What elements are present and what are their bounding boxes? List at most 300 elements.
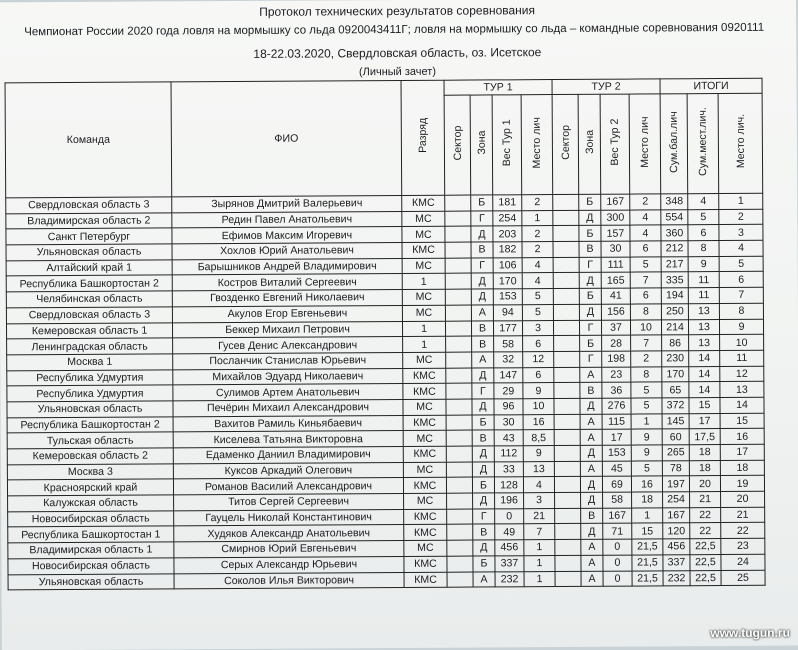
- cell-name: Худяков Александр Анатольевич: [174, 525, 404, 542]
- cell-zone1: Г: [471, 258, 493, 274]
- cell-weight2: 41: [601, 288, 630, 304]
- cell-place1: 4: [523, 477, 554, 493]
- cell-weight1: 203: [493, 226, 522, 242]
- cell-sum-points: 167: [663, 507, 690, 523]
- cell-sum-points: 60: [662, 429, 689, 445]
- cell-sector2: [553, 226, 579, 242]
- cell-sector2: [553, 194, 579, 210]
- cell-team: Свердловская область 3: [6, 307, 172, 324]
- cell-zone1: В: [471, 320, 493, 336]
- cell-sum-points: 337: [663, 555, 690, 571]
- cell-place2: 8: [631, 366, 662, 382]
- cell-place2: 2: [630, 194, 661, 210]
- doc-date-location: 18-22.03.2020, Свердловская область, оз. Исетское: [253, 45, 542, 61]
- cell-sector1: [446, 399, 472, 415]
- cell-rank: 1: [402, 321, 445, 337]
- cell-rank: МС: [403, 352, 446, 368]
- cell-place1: 2: [522, 226, 553, 242]
- cell-place1: 12: [523, 351, 554, 367]
- cell-place2: 6: [630, 241, 661, 257]
- cell-weight2: 0: [603, 539, 632, 555]
- cell-team: Челябинская область: [6, 291, 172, 308]
- cell-weight1: 29: [494, 383, 523, 399]
- cell-name: Барышников Андрей Владимирович: [172, 258, 402, 275]
- watermark-text: www.tugun.ru: [710, 625, 790, 641]
- cell-sector1: [446, 336, 472, 352]
- cell-sector1: [446, 446, 472, 462]
- cell-sector1: [447, 524, 473, 540]
- cell-final-place: 24: [721, 554, 765, 570]
- cell-zone1: А: [473, 571, 495, 587]
- cell-place1: 6: [523, 367, 554, 383]
- cell-sector1: [446, 415, 472, 431]
- cell-weight2: 45: [602, 461, 631, 477]
- cell-name: Гусев Денис Александрович: [173, 337, 403, 354]
- cell-place2: 7: [630, 272, 661, 288]
- cell-sector1: [445, 258, 471, 274]
- cell-rank: МС: [403, 399, 446, 415]
- cell-sector1: [447, 556, 473, 572]
- cell-sum-points: 254: [663, 492, 690, 508]
- cell-sum-places: 17,5: [689, 429, 720, 445]
- cell-sum-points: 212: [661, 241, 688, 257]
- cell-name: Зырянов Дмитрий Валерьевич: [172, 195, 402, 212]
- cell-sum-places: 18: [689, 445, 720, 461]
- cell-weight1: 30: [494, 414, 523, 430]
- cell-place1: 1: [522, 210, 553, 226]
- cell-team: Ульяновская область: [7, 401, 173, 418]
- cell-weight2: 300: [601, 210, 630, 226]
- cell-weight2: 111: [601, 257, 630, 273]
- cell-sector1: [445, 211, 471, 227]
- cell-final-place: 15: [720, 413, 764, 429]
- cell-zone1: В: [472, 430, 494, 446]
- cell-weight2: 28: [602, 335, 631, 351]
- cell-place2: 16: [631, 476, 662, 492]
- cell-sector1: [445, 242, 471, 258]
- cell-sum-points: 86: [662, 335, 689, 351]
- cell-sum-places: 8: [688, 241, 719, 257]
- cell-zone1: А: [471, 305, 493, 321]
- cell-rank: МС: [402, 305, 445, 321]
- cell-rank: КМС: [404, 572, 447, 588]
- cell-team: Республика Башкортостан 1: [8, 526, 174, 543]
- cell-sector1: [446, 477, 472, 493]
- cell-place2: 1: [632, 508, 663, 524]
- cell-place1: 9: [523, 383, 554, 399]
- cell-sum-points: 456: [663, 539, 690, 555]
- cell-sector2: [555, 524, 581, 540]
- cell-final-place: 8: [719, 303, 763, 319]
- cell-zone2: А: [580, 461, 602, 477]
- cell-rank: МС: [402, 227, 445, 243]
- cell-zone1: Б: [472, 415, 494, 431]
- cell-zone1: В: [473, 524, 495, 540]
- cell-sector1: [445, 226, 471, 242]
- cell-name: Куксов Аркадий Олегович: [173, 462, 403, 479]
- cell-weight2: 165: [601, 273, 630, 289]
- doc-subtitle: (Личный зачет): [358, 65, 437, 79]
- cell-sector1: [447, 509, 473, 525]
- cell-name: Сулимов Артем Анатольевич: [173, 384, 403, 401]
- cell-zone1: Г: [471, 211, 493, 227]
- cell-zone2: В: [579, 241, 601, 257]
- cell-rank: МС: [403, 431, 446, 447]
- cell-place1: 1: [524, 571, 555, 587]
- cell-weight2: 276: [602, 398, 631, 414]
- cell-place1: 10: [523, 398, 554, 414]
- col-rank-header: Разряд: [401, 80, 445, 195]
- cell-team: Владимирская область 2: [6, 213, 172, 230]
- col-weight2-header: Вес Тур 2: [600, 94, 630, 194]
- cell-final-place: 16: [720, 429, 764, 445]
- cell-weight2: 167: [601, 194, 630, 210]
- cell-sum-places: 5: [688, 209, 719, 225]
- cell-weight1: 177: [493, 320, 522, 336]
- cell-final-place: 1: [719, 193, 763, 209]
- cell-sum-points: 265: [662, 445, 689, 461]
- cell-zone2: Г: [579, 257, 601, 273]
- cell-final-place: 19: [720, 476, 764, 492]
- cell-final-place: 11: [720, 350, 764, 366]
- cell-final-place: 7: [719, 287, 763, 303]
- cell-weight2: 0: [603, 571, 632, 587]
- cell-place1: 2: [522, 195, 553, 211]
- cell-team: Кемеровская область 1: [6, 322, 172, 339]
- cell-place2: 4: [630, 210, 661, 226]
- cell-weight1: 147: [494, 367, 523, 383]
- cell-sector2: [554, 351, 580, 367]
- cell-sum-places: 22: [690, 507, 721, 523]
- cell-place2: 1: [631, 414, 662, 430]
- cell-zone2: Г: [580, 351, 602, 367]
- cell-team: Кемеровская область 2: [7, 448, 173, 465]
- cell-zone1: Б: [472, 477, 494, 493]
- cell-zone2: В: [580, 383, 602, 399]
- cell-sum-points: 194: [661, 288, 688, 304]
- cell-sum-points: 250: [661, 304, 688, 320]
- cell-weight1: 58: [494, 336, 523, 352]
- cell-zone2: Д: [580, 398, 602, 414]
- cell-name: Едаменко Даниил Владимирович: [173, 446, 403, 463]
- cell-zone2: Д: [580, 477, 602, 493]
- cell-place1: 4: [522, 273, 553, 289]
- cell-place2: 5: [631, 382, 662, 398]
- cell-name: Акулов Егор Евгеньевич: [172, 305, 402, 322]
- cell-team: Республика Удмуртия: [7, 369, 173, 386]
- cell-sum-points: 197: [662, 476, 689, 492]
- totals-header: ИТОГИ: [660, 78, 762, 94]
- cell-weight1: 181: [493, 195, 522, 211]
- cell-sum-points: 348: [661, 194, 688, 210]
- cell-weight1: 33: [494, 461, 523, 477]
- cell-team: Ульяновская область: [8, 573, 174, 590]
- cell-sector2: [554, 414, 580, 430]
- cell-zone2: Б: [579, 194, 601, 210]
- cell-sector2: [553, 304, 579, 320]
- cell-team: Владимирская область 1: [8, 542, 174, 559]
- cell-place1: 1: [524, 555, 555, 571]
- cell-sector1: [446, 383, 472, 399]
- cell-zone2: В: [581, 508, 603, 524]
- cell-team: Москва 1: [7, 354, 173, 371]
- tour1-header: ТУР 1: [444, 80, 552, 96]
- cell-rank: КМС: [404, 525, 447, 541]
- cell-rank: МС: [402, 258, 445, 274]
- cell-sum-points: 230: [662, 351, 689, 367]
- cell-sum-places: 22,5: [690, 554, 721, 570]
- cell-name: Хохлов Юрий Анатольевич: [172, 243, 402, 260]
- cell-zone1: В: [472, 336, 494, 352]
- cell-place1: 1: [524, 540, 555, 556]
- col-sum-points-header: Сум.бал.лич: [660, 94, 688, 194]
- cell-sector2: [554, 383, 580, 399]
- cell-weight2: 23: [602, 367, 631, 383]
- cell-name: Печёрин Михаил Александрович: [173, 399, 403, 416]
- cell-sector2: [554, 445, 580, 461]
- cell-sum-places: 9: [688, 256, 719, 272]
- cell-sum-points: 372: [662, 398, 689, 414]
- cell-weight1: 32: [494, 352, 523, 368]
- cell-sum-places: 18: [689, 460, 720, 476]
- cell-place1: 6: [523, 336, 554, 352]
- cell-sector2: [553, 273, 579, 289]
- cell-final-place: 17: [720, 444, 764, 460]
- cell-zone1: Д: [473, 493, 495, 509]
- cell-weight2: 69: [602, 476, 631, 492]
- cell-final-place: 10: [720, 334, 764, 350]
- cell-sum-places: 14: [689, 350, 720, 366]
- col-name-header: ФИО: [171, 80, 402, 196]
- cell-rank: КМС: [403, 446, 446, 462]
- cell-name: Киселева Татьяна Викторовна: [173, 431, 403, 448]
- cell-sum-places: 20: [689, 476, 720, 492]
- results-body: [6, 193, 765, 590]
- cell-sum-points: 145: [662, 413, 689, 429]
- cell-zone1: Д: [472, 399, 494, 415]
- cell-team: Ленинградская область: [7, 338, 173, 355]
- cell-name: Беккер Михаил Петрович: [172, 321, 402, 338]
- cell-zone1: Г: [472, 383, 494, 399]
- cell-final-place: 22: [721, 523, 765, 539]
- doc-championship-line: Чемпионат России 2020 года ловля на мормышку со льда 0920043411Г; ловля на мормышку со льда – командные соревнования 0920111: [24, 21, 765, 39]
- cell-place1: 9: [523, 446, 554, 462]
- cell-sector2: [553, 320, 579, 336]
- cell-zone1: Д: [472, 446, 494, 462]
- cell-team: Новосибирская область: [8, 558, 174, 575]
- cell-weight2: 17: [602, 429, 631, 445]
- cell-place1: 7: [524, 524, 555, 540]
- cell-zone2: А: [580, 367, 602, 383]
- cell-sum-points: 232: [663, 570, 690, 586]
- cell-rank: КМС: [403, 415, 446, 431]
- cell-weight2: 71: [603, 524, 632, 540]
- cell-zone1: Д: [473, 540, 495, 556]
- cell-team: Свердловская область 3: [6, 197, 172, 214]
- cell-weight1: 456: [495, 540, 524, 556]
- cell-zone2: А: [581, 539, 603, 555]
- cell-place2: 5: [630, 257, 661, 273]
- cell-sector2: [555, 555, 581, 571]
- cell-sector2: [554, 367, 580, 383]
- cell-sector2: [554, 336, 580, 352]
- cell-zone2: Д: [579, 210, 601, 226]
- cell-sum-places: 11: [688, 272, 719, 288]
- cell-rank: КМС: [404, 556, 447, 572]
- cell-final-place: 12: [720, 366, 764, 382]
- cell-zone1: Г: [473, 509, 495, 525]
- cell-weight2: 58: [603, 492, 632, 508]
- cell-place2: 2: [631, 351, 662, 367]
- cell-sum-points: 217: [661, 256, 688, 272]
- cell-place2: 21,5: [632, 570, 663, 586]
- doc-title: Протокол технических результатов соревнования: [259, 3, 536, 19]
- cell-place1: 3: [524, 493, 555, 509]
- cell-weight2: 30: [601, 241, 630, 257]
- cell-final-place: 3: [719, 225, 763, 241]
- cell-name: Гвозденко Евгений Николаевич: [172, 290, 402, 307]
- cell-rank: КМС: [403, 478, 446, 494]
- cell-team: Республика Башкортостан 2: [7, 417, 173, 434]
- cell-weight1: 254: [493, 210, 522, 226]
- cell-zone1: Д: [472, 462, 494, 478]
- cell-sector2: [553, 210, 579, 226]
- cell-sum-places: 15: [689, 397, 720, 413]
- cell-sum-places: 22,5: [690, 570, 721, 586]
- cell-sum-points: 170: [662, 366, 689, 382]
- cell-final-place: 18: [720, 460, 764, 476]
- cell-sector1: [447, 540, 473, 556]
- cell-weight2: 37: [601, 320, 630, 336]
- cell-place2: 21,5: [632, 539, 663, 555]
- cell-sector1: [445, 321, 471, 337]
- cell-final-place: 23: [721, 538, 765, 554]
- cell-rank: МС: [404, 540, 447, 556]
- cell-zone2: Г: [579, 320, 601, 336]
- cell-weight1: 106: [493, 257, 522, 273]
- cell-zone1: Б: [473, 556, 495, 572]
- cell-zone2: Д: [580, 445, 602, 461]
- cell-sum-points: 78: [662, 460, 689, 476]
- cell-place1: 5: [522, 304, 553, 320]
- tour2-header: ТУР 2: [552, 79, 660, 95]
- cell-zone2: Д: [581, 524, 603, 540]
- cell-team: Москва 3: [7, 464, 173, 481]
- cell-place2: 18: [632, 492, 663, 508]
- cell-zone2: А: [581, 555, 603, 571]
- cell-sector1: [445, 289, 471, 305]
- cell-rank: 1: [402, 274, 445, 290]
- cell-final-place: 4: [719, 240, 763, 256]
- cell-rank: КМС: [403, 383, 446, 399]
- cell-sum-places: 13: [688, 303, 719, 319]
- cell-place1: 8,5: [523, 430, 554, 446]
- cell-weight1: 43: [494, 430, 523, 446]
- cell-sum-points: 120: [663, 523, 690, 539]
- cell-team: Калужская область: [8, 495, 174, 512]
- cell-weight1: 112: [494, 446, 523, 462]
- cell-zone2: А: [580, 430, 602, 446]
- cell-team: Ульяновская область: [6, 244, 172, 261]
- cell-place2: 9: [631, 429, 662, 445]
- cell-name: Смирнов Юрий Евгеньевич: [174, 541, 404, 558]
- cell-final-place: 9: [719, 319, 763, 335]
- col-zone1-header: Зона: [470, 95, 493, 195]
- cell-place2: 7: [631, 335, 662, 351]
- col-zone2-header: Зона: [578, 94, 601, 194]
- cell-weight2: 157: [601, 225, 630, 241]
- cell-sector2: [553, 289, 579, 305]
- cell-place2: 5: [631, 398, 662, 414]
- cell-team: Алтайский край 1: [6, 260, 172, 277]
- cell-weight1: 96: [494, 399, 523, 415]
- cell-team: Республика Башкортостан 2: [6, 275, 172, 292]
- cell-zone1: Д: [471, 273, 493, 289]
- cell-weight2: 153: [602, 445, 631, 461]
- cell-name: Посланчик Станислав Юрьевич: [173, 352, 403, 369]
- cell-sector2: [555, 492, 581, 508]
- cell-sum-points: 360: [661, 225, 688, 241]
- cell-place1: 3: [522, 320, 553, 336]
- cell-place1: 16: [523, 414, 554, 430]
- cell-final-place: 14: [720, 397, 764, 413]
- cell-sum-places: 6: [688, 225, 719, 241]
- cell-sector1: [446, 462, 472, 478]
- col-final-place-header: Место лич.: [718, 93, 763, 193]
- cell-weight1: 49: [495, 524, 524, 540]
- cell-sector1: [446, 368, 472, 384]
- cell-sum-places: 22: [690, 523, 721, 539]
- cell-zone2: Д: [581, 492, 603, 508]
- cell-weight1: 94: [493, 305, 522, 321]
- col-sum-places-header: Сум.мест.лич.: [687, 94, 719, 194]
- cell-team: Красноярский край: [7, 479, 173, 496]
- cell-final-place: 13: [720, 382, 764, 398]
- cell-place2: 8: [630, 304, 661, 320]
- cell-zone1: Д: [471, 289, 493, 305]
- cell-sector1: [445, 195, 471, 211]
- cell-zone2: Б: [579, 226, 601, 242]
- cell-final-place: 21: [721, 507, 765, 523]
- cell-name: Титов Сергей Сергеевич: [174, 494, 404, 511]
- cell-place1: 4: [522, 257, 553, 273]
- col-place1-header: Место лич: [521, 95, 553, 195]
- cell-name: Гауцель Николай Константинович: [174, 509, 404, 526]
- cell-final-place: 5: [719, 256, 763, 272]
- cell-zone2: А: [581, 571, 603, 587]
- cell-zone1: А: [472, 352, 494, 368]
- cell-weight1: 0: [495, 508, 524, 524]
- cell-rank: МС: [402, 289, 445, 305]
- cell-zone1: Д: [471, 226, 493, 242]
- cell-sector1: [445, 273, 471, 289]
- cell-weight1: 337: [495, 556, 524, 572]
- cell-rank: МС: [403, 462, 446, 478]
- cell-sector2: [555, 571, 581, 587]
- cell-sum-points: 65: [662, 382, 689, 398]
- cell-weight1: 232: [495, 571, 524, 587]
- cell-sum-places: 11: [688, 288, 719, 304]
- cell-name: Вахитов Рамиль Киньябаевич: [173, 415, 403, 432]
- cell-sector1: [446, 352, 472, 368]
- cell-sum-places: 13: [689, 335, 720, 351]
- cell-place1: 21: [524, 508, 555, 524]
- cell-final-place: 2: [719, 209, 763, 225]
- cell-rank: КМС: [403, 368, 446, 384]
- cell-final-place: 6: [719, 272, 763, 288]
- cell-zone2: Д: [579, 304, 601, 320]
- cell-final-place: 25: [721, 570, 765, 586]
